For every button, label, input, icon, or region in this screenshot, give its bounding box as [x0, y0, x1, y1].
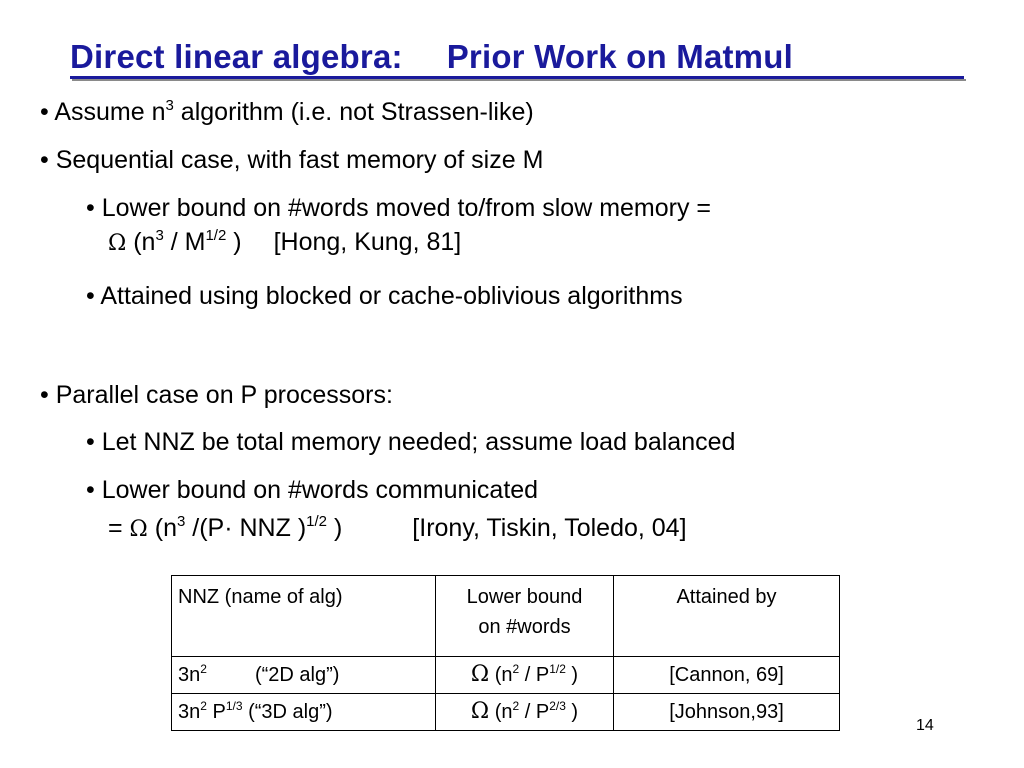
- bullet-marker: •: [40, 146, 49, 174]
- nnz-base: 3n: [178, 701, 201, 723]
- bullet-nnz-text: Let NNZ be total memory needed; assume load balanced: [101, 428, 736, 456]
- omega-symbol: Ω: [470, 699, 490, 724]
- bullet-assume-post: algorithm (i.e. not Strassen-like): [173, 98, 534, 126]
- bullet-assume-pre: Assume n: [54, 98, 166, 126]
- nnz-sup: 2: [200, 662, 207, 676]
- header-lower-bound: [436, 576, 614, 657]
- bullet-marker: •: [40, 98, 49, 126]
- nnz-sup: 2: [200, 699, 207, 713]
- table-row: [172, 657, 840, 694]
- bullet-attained-blocked-text: Attained using blocked or cache-oblivious algorithms: [100, 282, 683, 310]
- cell-attained-by: [Cannon, 69]: [614, 657, 840, 694]
- header-lower-bound-line2: on #words: [478, 616, 571, 638]
- bullet-lower-bound-par: [86, 476, 538, 504]
- cell-attained-by: [Johnson,93]: [614, 694, 840, 731]
- bullet-lower-bound-par-text: Lower bound on #words communicated: [101, 476, 539, 504]
- cell-nnz: [172, 694, 436, 731]
- table-header-row: [172, 576, 840, 657]
- header-lower-bound-line1: Lower bound: [466, 586, 583, 608]
- citation-hong-kung: [Hong, Kung, 81]: [273, 228, 462, 256]
- omega-symbol: Ω: [108, 231, 127, 256]
- bullet-marker: •: [86, 194, 95, 222]
- title-underline-shadow: [72, 79, 966, 81]
- bullet-assume-sup: 3: [165, 97, 174, 114]
- page-number: 14: [916, 717, 934, 734]
- bullet-attained-blocked: [86, 282, 683, 310]
- bound-f1: (n: [489, 701, 513, 723]
- alg-name: (“2D alg”): [254, 664, 340, 686]
- formula-seq-sup1: 3: [155, 227, 164, 244]
- bound-f3: ): [565, 701, 579, 723]
- bullet-sequential-text: Sequential case, with fast memory of size M: [55, 146, 544, 174]
- header-nnz: NNZ (name of alg): [172, 576, 436, 657]
- formula-seq-f3: ): [226, 228, 242, 256]
- bound-sup2: 2/3: [549, 699, 566, 713]
- cell-nnz: [172, 657, 436, 694]
- bullet-marker: •: [86, 428, 95, 456]
- bullet-assume: [40, 98, 534, 126]
- cell-lower-bound: [436, 694, 614, 731]
- title-right: Prior Work on Matmul: [446, 38, 793, 75]
- bound-sup1: 2: [512, 662, 520, 676]
- bullet-parallel-text: Parallel case on P processors:: [55, 381, 393, 409]
- formula-seq-f1: (n: [126, 228, 156, 256]
- bound-f2: / P: [519, 664, 550, 686]
- formula-par-f1: (n: [147, 514, 177, 542]
- bullet-marker: •: [86, 476, 95, 504]
- formula-par-eq: =: [108, 514, 130, 542]
- formula-par-f2: /(P· NNZ ): [185, 514, 307, 542]
- bound-f1: (n: [489, 664, 513, 686]
- header-attained-by: Attained by: [614, 576, 840, 657]
- title-left: Direct linear algebra:: [70, 38, 403, 75]
- nnz-p: P: [206, 701, 226, 723]
- formula-seq-sup2: 1/2: [205, 227, 227, 244]
- formula-par-sup1: 3: [176, 513, 186, 530]
- bullet-parallel: [40, 381, 393, 409]
- bullet-marker: •: [40, 381, 49, 409]
- formula-seq-f2: / M: [163, 228, 206, 256]
- nnz-p-sup: 1/3: [225, 699, 243, 713]
- bullet-lower-bound-seq-text: Lower bound on #words moved to/from slow memory =: [101, 194, 712, 222]
- citation-irony-tiskin-toledo: [Irony, Tiskin, Toledo, 04]: [412, 514, 687, 542]
- cell-lower-bound: [436, 657, 614, 694]
- bullet-nnz: [86, 428, 735, 456]
- table-row: [172, 694, 840, 731]
- formula-par-f3: ): [327, 514, 343, 542]
- bound-sup1: 2: [512, 699, 520, 713]
- formula-seq: [108, 228, 461, 258]
- bullet-lower-bound-seq: [86, 194, 711, 222]
- alg-name: (“3D alg”): [242, 701, 333, 723]
- omega-symbol: Ω: [470, 662, 490, 687]
- lower-bound-table: [171, 575, 840, 731]
- omega-symbol: Ω: [129, 517, 148, 542]
- formula-par: [108, 514, 687, 544]
- nnz-base: 3n: [178, 664, 201, 686]
- bound-f2: / P: [519, 701, 550, 723]
- formula-par-sup2: 1/2: [306, 513, 328, 530]
- bound-f3: ): [565, 664, 579, 686]
- bound-sup2: 1/2: [549, 662, 566, 676]
- bullet-sequential: [40, 146, 543, 174]
- slide-title: [70, 38, 793, 76]
- bullet-marker: •: [86, 282, 95, 310]
